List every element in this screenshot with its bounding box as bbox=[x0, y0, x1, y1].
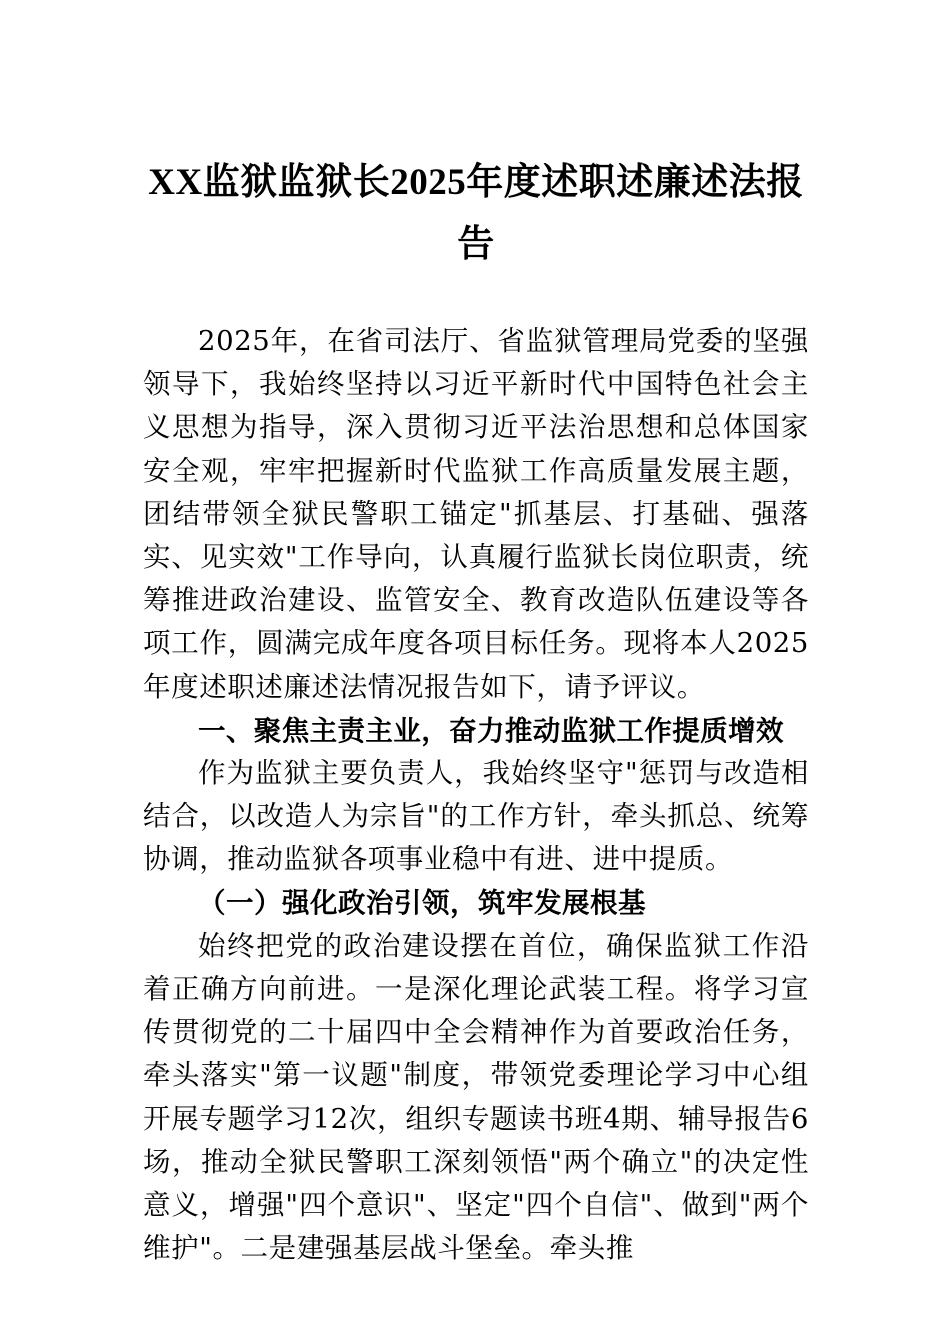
subsection-1-1-paragraph: 始终把党的政治建设摆在首位，确保监狱工作沿着正确方向前进。一是深化理论武装工程。将学习宣传贯彻党的二十届四中全会精神作为首要政治任务，牵头落实"第一议题"制度，带领党委理论学习中心组开展专题学习12次，组织专题读书班4期、辅导报告6场，推动全狱民警职工深刻领悟"两个确立"的决定性意义，增强"四个意识"、坚定"四个自信"、做到"两个维护"。二是建强基层战斗堡垒。牵头推 bbox=[143, 929, 809, 1265]
opening-paragraph: 2025年，在省司法厅、省监狱管理局党委的坚强领导下，我始终坚持以习近平新时代中国特色社会主义思想为指导，深入贯彻习近平法治思想和总体国家安全观，牢牢把握新时代监狱工作高质量发展主题，团结带领全狱民警职工锚定"抓基层、打基础、强落实、见实效"工作导向，认真履行监狱长岗位职责，统筹推进政治建设、监管安全、教育改造队伍建设等各项工作，圆满完成年度各项目标任务。现将本人2025年度述职述廉述法情况报告如下，请予评议。 bbox=[143, 325, 809, 703]
section-heading-1: 一、聚焦主责主业，奋力推动监狱工作提质增效 bbox=[198, 714, 784, 746]
page-title: XX监狱监狱长2025年度述职述廉述法报告 bbox=[148, 162, 804, 265]
section-1-intro-paragraph: 作为监狱主要负责人，我始终坚守"惩罚与改造相结合，以改造人为宗旨"的工作方针，牵头抓总、统筹协调，推动监狱各项事业稳中有进、进中提质。 bbox=[143, 757, 809, 876]
document-content bbox=[143, 0, 809, 1270]
subsection-heading-1-1: （一）强化政治引领，筑牢发展根基 bbox=[198, 886, 646, 919]
